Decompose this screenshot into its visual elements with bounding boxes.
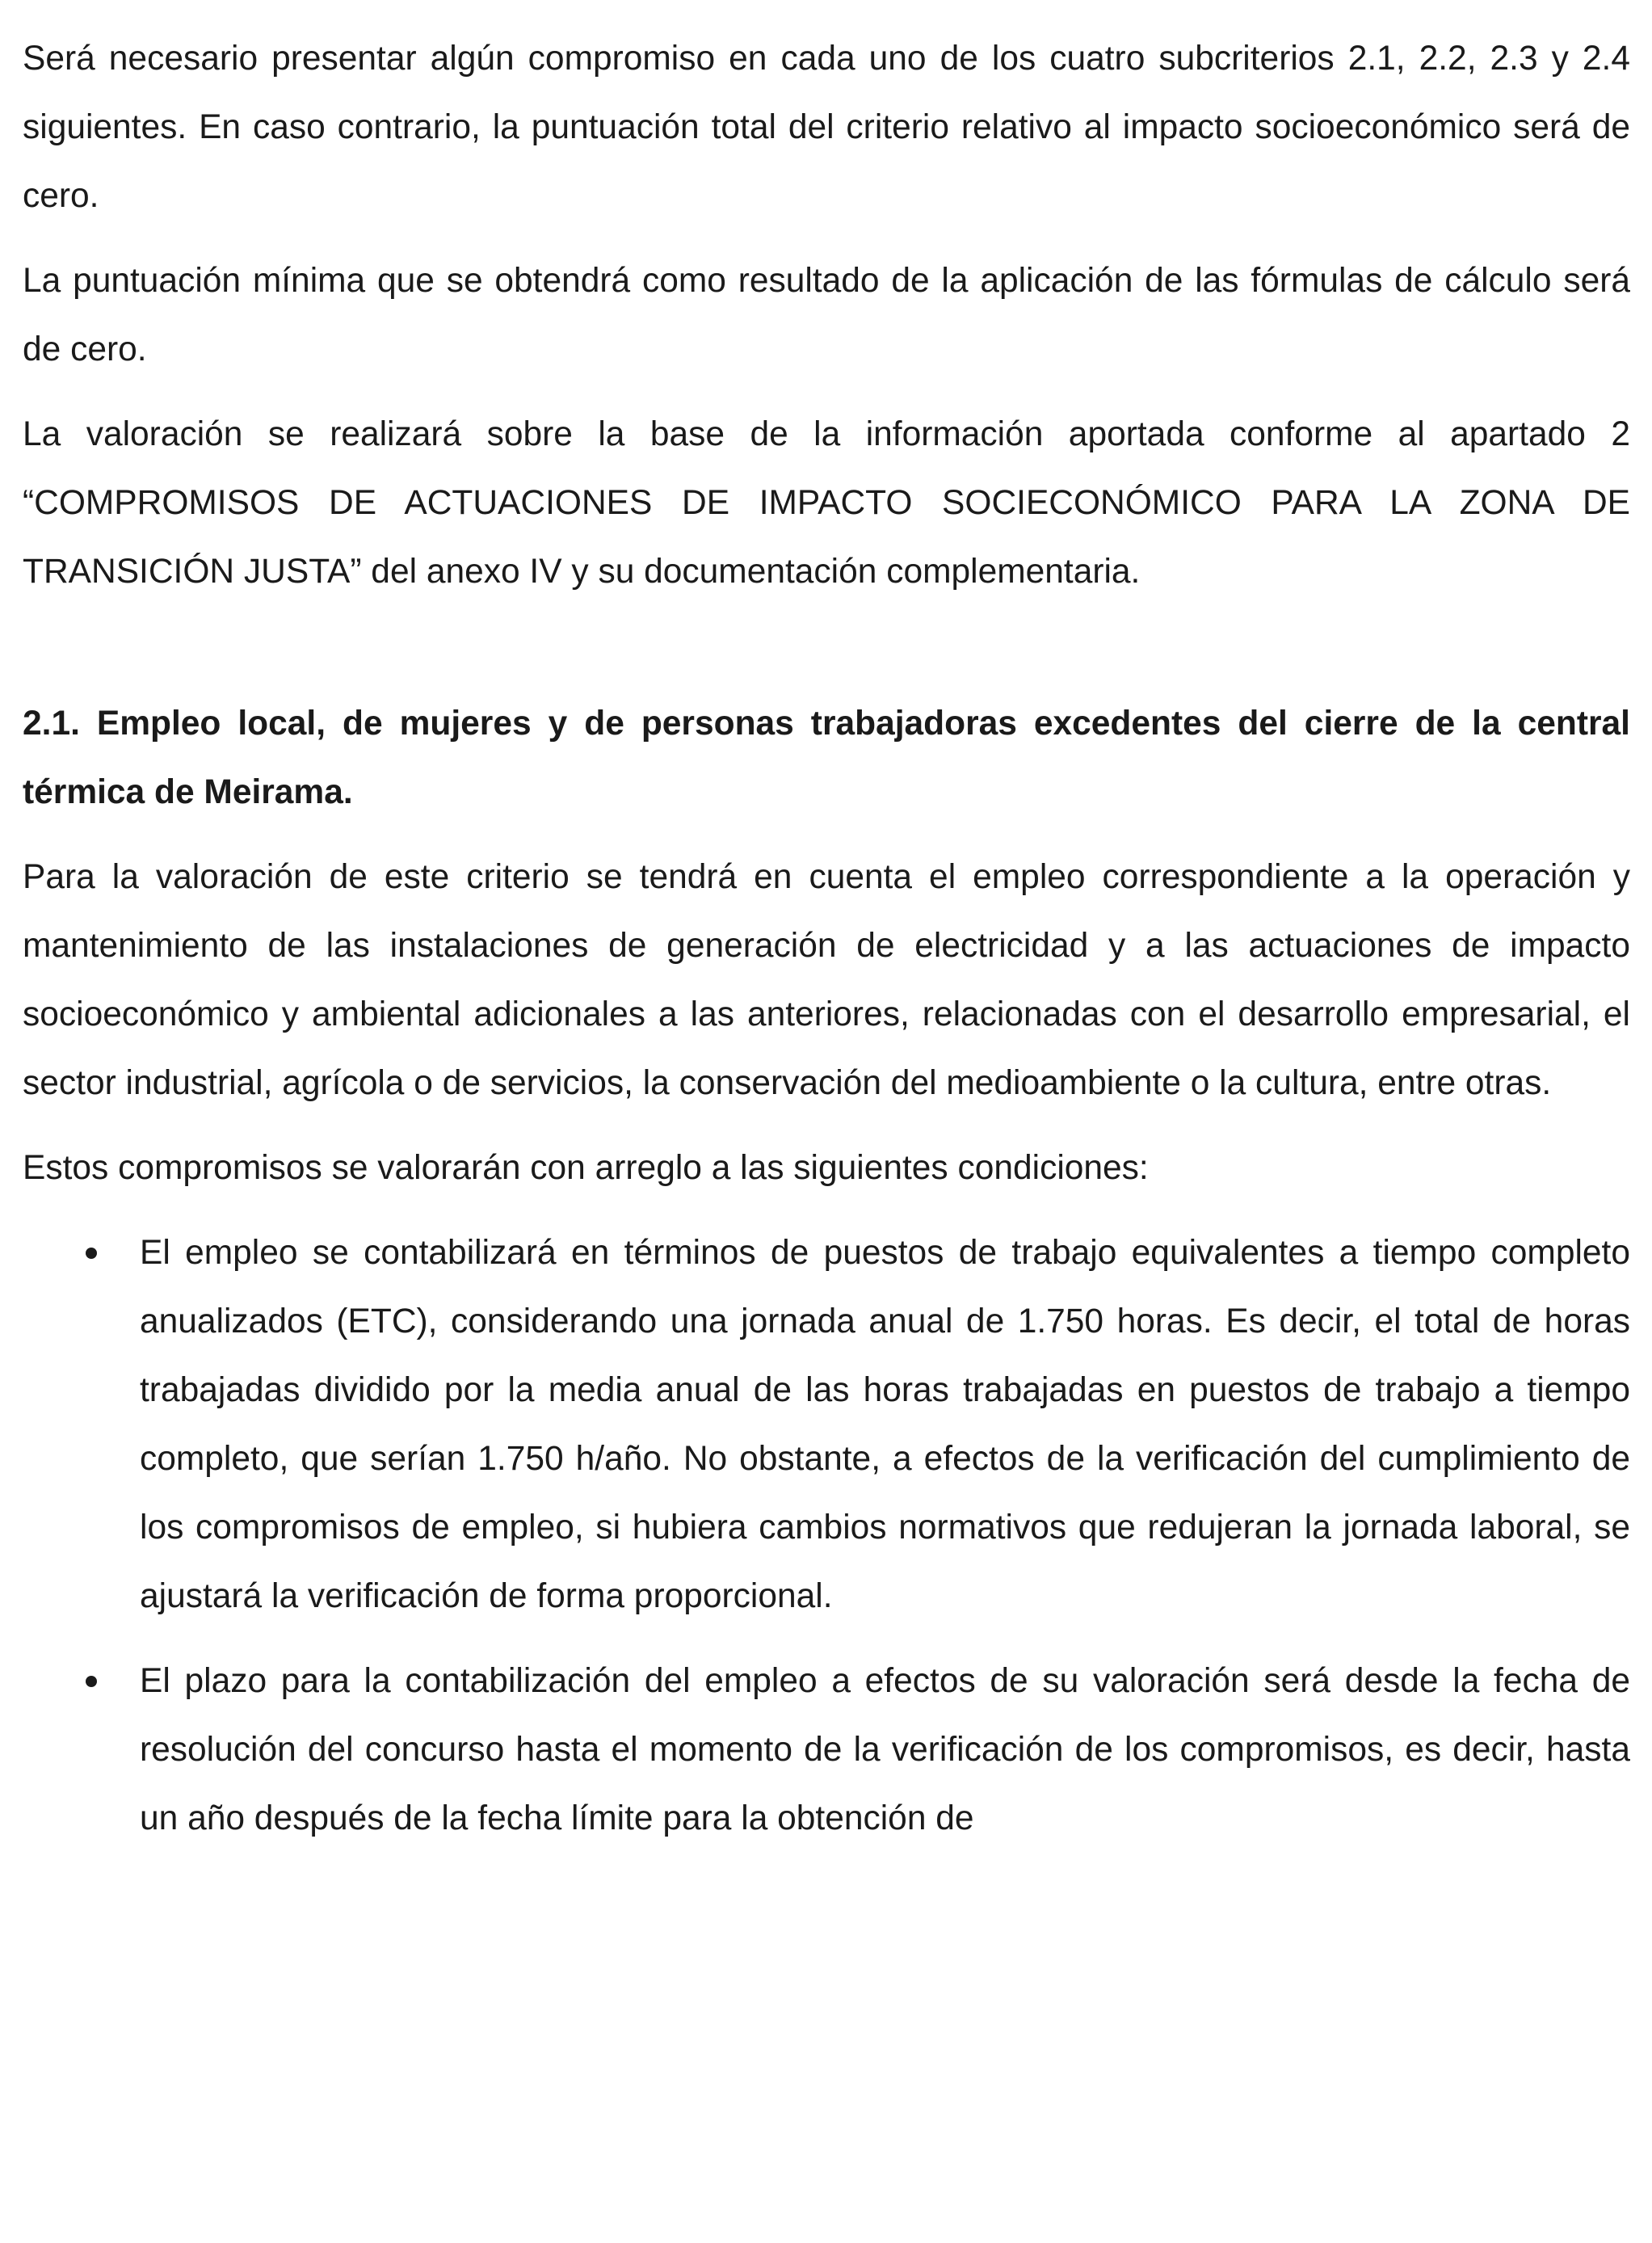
document-page — [23, 24, 1630, 1853]
paragraph-subcriteria-requirement: Será necesario presentar algún compromiso en cada uno de los cuatro subcriterios 2.1, 2.2, 2.3 y 2.4 siguientes. En caso contrario, la puntuación total del criterio relativo al impacto socioeconómico será de cero. — [23, 40, 1630, 215]
list-item — [23, 1218, 1630, 1631]
list-item-text: El plazo para la contabilización del empleo a efectos de su valoración será desde la fecha de resolución del concurso hasta el momento de la verificación de los compromisos, es decir, hasta un año después de la fecha límite para la obtención de — [140, 1662, 1630, 1837]
paragraph-minimum-score: La puntuación mínima que se obtendrá como resultado de la aplicación de las fórmulas de cálculo será de cero. — [23, 262, 1630, 368]
section-heading-2-1: 2.1. Empleo local, de mujeres y de personas trabajadoras excedentes del cierre de la central térmica de Meirama. — [23, 705, 1630, 811]
list-item-text: El empleo se contabilizará en términos de puestos de trabajo equivalentes a tiempo completo anualizados (ETC), considerando una jornada anual de 1.750 horas. Es decir, el total de horas trabajadas dividido por la media anual de las horas trabajadas en puestos de trabajo a tiempo completo, que serían 1.750 h/año. No obstante, a efectos de la verificación del cumplimiento de los compromisos de empleo, si hubiera cambios normativos que redujeran la jornada laboral, se ajustará la verificación de forma proporcional. — [140, 1234, 1630, 1615]
bullet-icon — [86, 1676, 97, 1687]
bullet-icon — [86, 1248, 97, 1259]
paragraph-conditions-intro: Estos compromisos se valorarán con arreglo a las siguientes condiciones: — [23, 1149, 1149, 1187]
conditions-list — [23, 1218, 1630, 1853]
paragraph-valuation-basis: La valoración se realizará sobre la base de la información aportada conforme al apartado 2 “COMPROMISOS DE ACTUACIONES DE IMPACTO SOCIECONÓMICO PARA LA ZONA DE TRANSICIÓN JUSTA” del anexo IV y su documentación complementaria. — [23, 415, 1630, 591]
list-item — [23, 1647, 1630, 1853]
paragraph-employment-criterion: Para la valoración de este criterio se tendrá en cuenta el empleo correspondiente a la operación y mantenimiento de las instalaciones de generación de electricidad y a las actuaciones de impacto socioeconómico y ambiental adicionales a las anteriores, relacionadas con el desarrollo empresarial, el sector industrial, agrícola o de servicios, la conservación del medioambiente o la cultura, entre otras. — [23, 858, 1630, 1102]
